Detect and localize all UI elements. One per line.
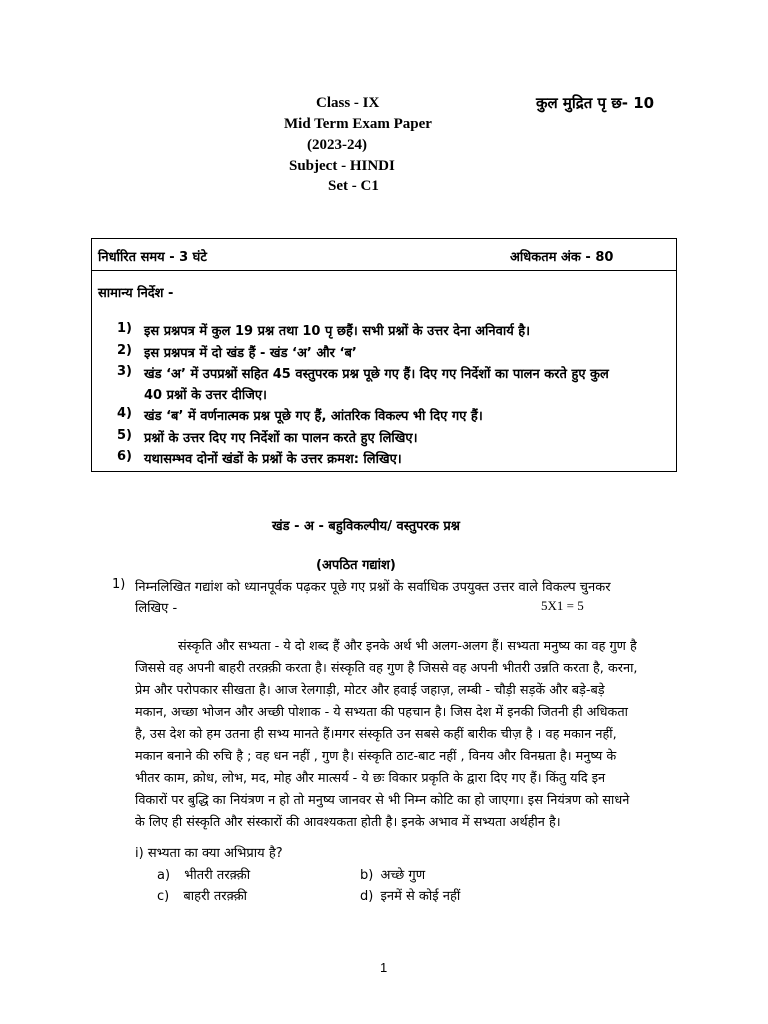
passage-line: मकान बनाने की रुचि है ; वह धन नहीं , गुण है। संस्कृति ठाट-बाट नहीं , विनय और विनम्रता है। मनुष्य के — [135, 749, 617, 764]
instruction-number: 2) — [117, 343, 132, 358]
page-number: 1 — [380, 960, 388, 975]
section-title: खंड - अ - बहुविकल्पीय/ वस्तुपरक प्रश्न — [272, 519, 460, 534]
exam-title: Mid Term Exam Paper — [284, 116, 432, 132]
option-label: c) — [157, 889, 170, 904]
option-b[interactable] — [360, 865, 425, 883]
instruction-text: इस प्रश्नपत्र में कुल 19 प्रश्न तथा 10 पृ छहैं। सभी प्रश्नों के उत्तर देना अनिवार्य है। — [144, 324, 531, 339]
passage-line: के लिए ही संस्कृति और संस्कारों की आवश्यकता होती है। इनके अभाव में सभ्यता अर्थहीन है। — [135, 815, 561, 830]
option-d[interactable] — [360, 886, 460, 904]
total-pages: कुल मुद्रित पृ छ- 10 — [536, 94, 655, 112]
instruction-item — [117, 428, 672, 448]
subject-label: Subject - HINDI — [289, 158, 395, 174]
box-divider — [92, 270, 676, 271]
option-c[interactable] — [157, 886, 247, 904]
instruction-item — [117, 449, 672, 469]
time-allowed: निर्धारित समय - 3 घंटे — [98, 250, 207, 265]
option-text: बाहरी तरक़्क़ी — [183, 889, 248, 904]
option-label: a) — [157, 868, 171, 883]
question-text-continued: लिखिए - — [135, 601, 178, 616]
instruction-number: 1) — [117, 321, 132, 336]
instruction-text: प्रश्नों के उत्तर दिए गए निर्देशों का पालन करते हुए लिखिए। — [144, 431, 418, 446]
question-text: निम्नलिखित गद्यांश को ध्यानपूर्वक पढ़कर पूछे गए प्रश्नों के सर्वाधिक उपयुक्त उत्तर वाले विकल्प चुनकर — [135, 580, 611, 595]
instruction-text: खंड ‘अ’ में उपप्रश्नों सहित 45 वस्तुपरक प्रश्न पूछे गए हैं। दिए गए निर्देशों का पालन करते हुए कुल — [144, 367, 609, 382]
instruction-item — [117, 343, 672, 363]
instruction-number: 4) — [117, 406, 132, 421]
question-marks: 5X1 = 5 — [541, 598, 584, 613]
instruction-number: 3) — [117, 364, 132, 379]
option-text: इनमें से कोई नहीं — [380, 889, 461, 904]
passage-line: भीतर काम, क्रोध, लोभ, मद, मोह और मात्सर्य - ये छः विकार प्रकृति के द्वारा दिए गए हैं। किंतु यदि इन — [135, 771, 606, 786]
passage-line: है, उस देश को हम उतना ही सभ्य मानते हैं।मगर संस्कृति उन सबसे कहीं बारीक चीज़ है । वह मकान नहीं, — [135, 727, 617, 742]
class-label: Class - IX — [316, 95, 380, 111]
passage-line: मकान, अच्छा भोजन और अच्छी पोशाक - ये सभ्यता की पहचान है। जिस देश में इनकी जितनी ही अधिकता — [135, 705, 628, 720]
instruction-item — [117, 364, 672, 404]
instruction-text: इस प्रश्नपत्र में दो खंड हैं - खंड ‘अ’ और ‘ब’ — [144, 346, 357, 361]
passage-line: विकारों पर बुद्धि का नियंत्रण न हो तो मनुष्य जानवर से भी निम्न कोटि का हो जाएगा। इस नियंत्रण को साधने — [135, 793, 630, 808]
set-label: Set - C1 — [328, 178, 379, 194]
instruction-item — [117, 406, 672, 426]
general-instructions-box — [91, 238, 677, 472]
exam-year: (2023-24) — [307, 137, 367, 153]
instruction-text: यथासम्भव दोनों खंडों के प्रश्नों के उत्तर क्रमश: लिखिए। — [144, 452, 402, 467]
instruction-item — [117, 321, 672, 341]
section-subtitle: (अपठित गद्यांश) — [316, 558, 396, 573]
instruction-number: 6) — [117, 449, 132, 464]
option-a[interactable] — [157, 865, 250, 883]
max-marks: अधिकतम अंक - 80 — [510, 250, 614, 265]
instruction-text: खंड ‘ब’ में वर्णनात्मक प्रश्न पूछे गए हैं, आंतरिक विकल्प भी दिए गए हैं। — [144, 409, 483, 424]
option-text: भीतरी तरक़्क़ी — [184, 868, 251, 883]
passage-line: जिससे वह अपनी बाहरी तरक़्क़ी करता है। संस्कृति वह गुण है जिससे वह अपनी भीतरी उन्नति करता है, करना, — [135, 661, 638, 676]
instruction-number: 5) — [117, 428, 132, 443]
passage-line: संस्कृति और सभ्यता - ये दो शब्द हैं और इनके अर्थ भी अलग-अलग हैं। सभ्यता मनुष्य का वह गुण है — [178, 639, 637, 654]
instruction-text-continued: 40 प्रश्नों के उत्तर दीजिए। — [144, 388, 267, 403]
instructions-title: सामान्य निर्देश - — [98, 286, 174, 301]
option-label: d) — [360, 889, 374, 904]
option-text: अच्छे गुण — [380, 868, 426, 883]
passage-line: प्रेम और परोपकार सीखता है। आज रेलगाड़ी, मोटर और हवाई जहाज़, लम्बी - चौड़ी सड़कें और बड़े-बड़े — [135, 683, 605, 698]
subquestion-text: i) सभ्यता का क्या अभिप्राय है? — [135, 846, 283, 861]
question-number: 1) — [112, 577, 126, 592]
option-label: b) — [360, 868, 374, 883]
